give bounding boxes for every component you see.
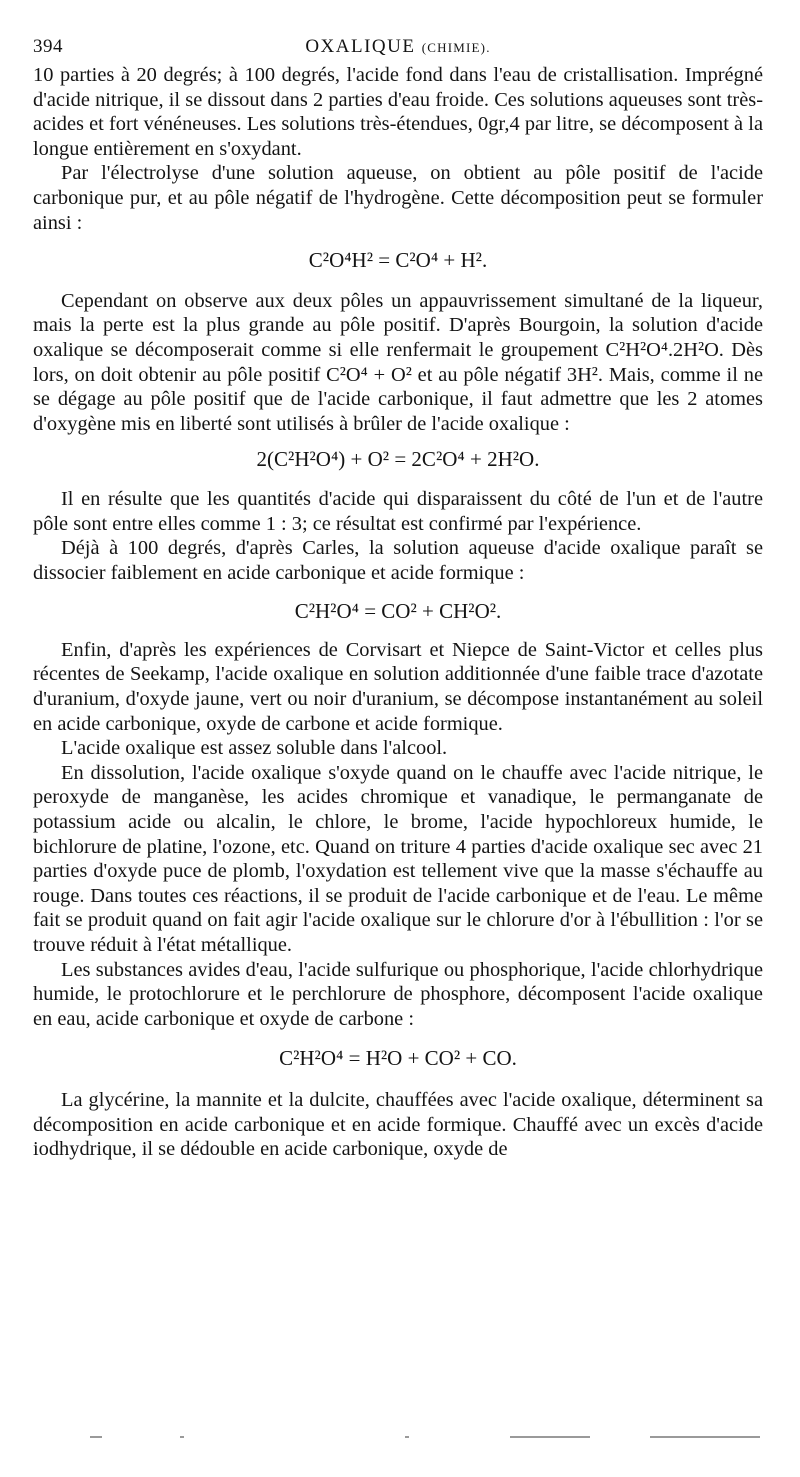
running-title: [33, 36, 763, 58]
paragraph-uranium: Enfin, d'après les expériences de Corvisart et Niepce de Saint-Victor et celles plus récentes de Seekamp, l'acide oxalique en solution additionnée d'une faible trace d'azotate d'uranium, d'oxyde jaune, vert ou noir d'uranium, se décompose instantanément au soleil en acide carbonique, oxyde de carbone et acide formique.: [33, 638, 763, 735]
paragraph-alcohol: L'acide oxalique est assez soluble dans l'alcool.: [61, 737, 448, 760]
running-title-main: OXALIQUE: [305, 36, 416, 57]
paragraph-electrolysis: Par l'électrolyse d'une solution aqueuse, on obtient au pôle positif de l'acide carbonique pur, et au pôle négatif de l'hydrogène. Cette décomposition peut se formuler ainsi :: [33, 162, 763, 234]
formula-electrolysis: C²O⁴H² = C²O⁴ + H².: [308, 248, 488, 273]
formula-dissociation: C²H²O⁴ = CO² + CH²O².: [294, 599, 502, 624]
paragraph-solubility: 10 parties à 20 degrés; à 100 degrés, l'acide fond dans l'eau de cristallisation. Imprégné d'acide nitrique, il se dissout dans 2 parties d'eau froide. Ces solutions aqueuses sont très-acides et fort vénéneuses. Les solutions très-étendues, 0gr,4 par litre, se décomposent à la longue entièrement en s'oxydant.: [33, 64, 763, 160]
paragraph-glycerine: La glycérine, la mannite et la dulcite, chauffées avec l'acide oxalique, déterminent sa décomposition en acide carbonique et en acide formique. Chauffé avec un excès d'acide iodhydrique, il se dédouble en acide carbonique, oxyde de: [33, 1088, 763, 1161]
footer-scan-marks: [90, 1432, 770, 1442]
formula-oxidation: 2(C²H²O⁴) + O² = 2C²O⁴ + 2H²O.: [256, 447, 540, 472]
paragraph-carles: Déjà à 100 degrés, d'après Carles, la solution aqueuse d'acide oxalique paraît se dissocier faiblement en acide carbonique et acide formique :: [33, 537, 763, 584]
running-title-section: (CHIMIE).: [421, 40, 491, 55]
page-number: 394: [33, 36, 63, 57]
paragraph-dehydrating: Les substances avides d'eau, l'acide sulfurique ou phosphorique, l'acide chlorhydrique humide, le protochlorure et le perchlorure de phosphore, décomposent l'acide oxalique en eau, acide carbonique et oxyde de carbone :: [33, 958, 763, 1030]
paragraph-ratio: Il en résulte que les quantités d'acide qui disparaissent du côté de l'un et de l'autre pôle sont entre elles comme 1 : 3; ce résultat est confirmé par l'expérience.: [33, 487, 763, 535]
paragraph-oxidants: En dissolution, l'acide oxalique s'oxyde quand on le chauffe avec l'acide nitrique, le peroxyde de manganèse, les acides chromique et vanadique, le permanganate de potassium acide ou alcalin, le chlore, le brome, l'acide hypochloreux humide, le bichlorure de platine, l'ozone, etc. Quand on triture 4 parties d'acide oxalique sec avec 21 parties d'oxyde puce de plomb, l'oxydation est tellement vive que la masse s'échauffe au rouge. Dans toutes ces réactions, il se produit de l'acide carbonique et de l'eau. Le même fait se produit quand on fait agir l'acide oxalique sur le chlorure d'or à l'ébullition : l'or se trouve réduit à l'état métallique.: [33, 761, 763, 956]
page-header: [33, 36, 763, 62]
formula-decomposition: C²H²O⁴ = H²O + CO² + CO.: [279, 1046, 517, 1071]
page-body: [33, 63, 763, 1162]
paragraph-bourgoin: Cependant on observe aux deux pôles un appauvrissement simultané de la liqueur, mais la perte est la plus grande au pôle positif. D'après Bourgoin, la solution d'acide oxalique se décomposerait comme si elle renfermait le groupement C²H²O⁴.2H²O. Dès lors, on doit obtenir au pôle positif C²O⁴ + O² et au pôle négatif 3H². Mais, comme il ne se dégage au pôle positif que de l'acide carbonique, il faut admettre que les 2 atomes d'oxygène mis en liberté sont utilisés à brûler de l'acide oxalique :: [33, 289, 763, 435]
